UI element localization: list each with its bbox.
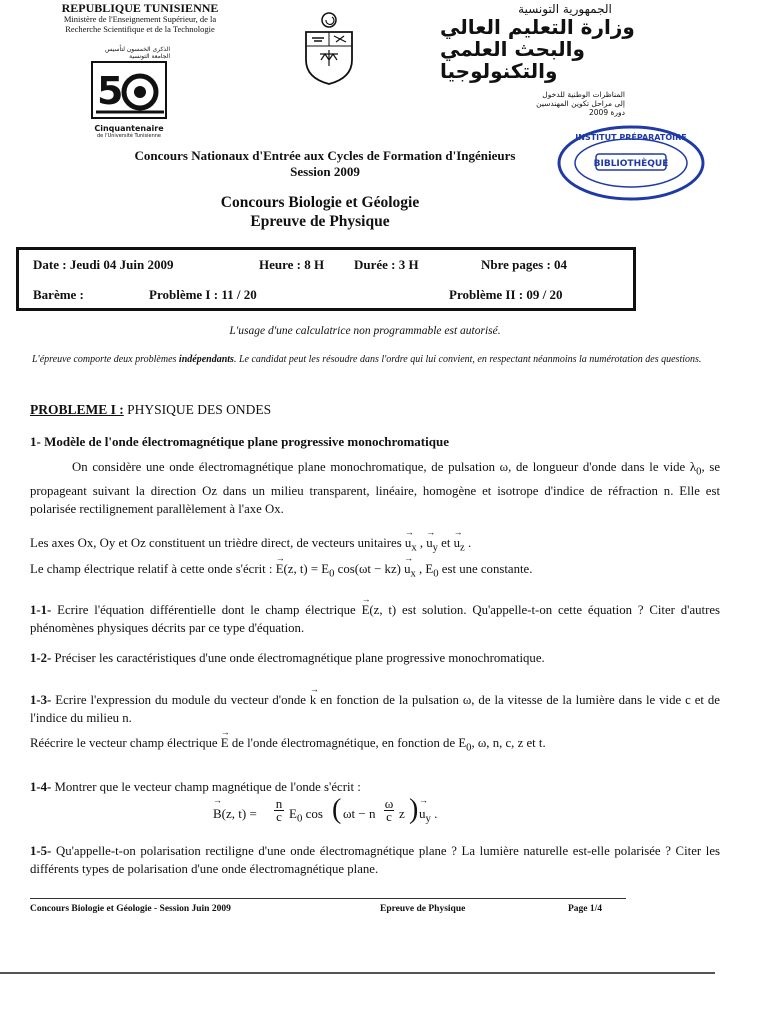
exam-pages: Nbre pages : 04 — [481, 257, 568, 272]
problem-1-title: PROBLEME I : PHYSIQUE DES ONDES — [30, 402, 272, 417]
section-1-heading: 1- Modèle de l'onde électromagnétique plane progressive monochromatique — [30, 434, 449, 449]
footer-center: Epreuve de Physique — [380, 904, 466, 914]
footer-divider — [30, 898, 626, 899]
paragraph-axes: Les axes Ox, Oy et Oz constituent un trièdre direct, de vecteurs unitaires → $u_x$ , → $u_y$ et → $u_z$ . — [30, 534, 720, 558]
exam-title — [150, 193, 490, 231]
bareme-problem-1: Problème I : 11 / 20 — [149, 287, 257, 302]
cinquantenaire-logo — [88, 46, 170, 139]
question-1-2: 1-2- Préciser les caractéristiques d'une onde électromagnétique plane progressive monochromatique. — [30, 651, 545, 665]
logo-cinquantenaire-text: Cinquantenaire — [94, 124, 164, 133]
logo-arabic-label: الذكرى الخمسون لتأسيس الجامعة التونسية — [105, 46, 170, 60]
arabic-header — [440, 2, 690, 117]
arabic-ministry-2: والبحث العلمي والتكنولوجيا — [440, 37, 585, 83]
republic-header — [40, 2, 240, 34]
intro-note: L'épreuve comporte deux problèmes indépendants. Le candidat peut les résoudre dans l'ordre qui lui convient, en respectant néanmoins la numérotation des questions. — [32, 354, 702, 365]
svg-text:5: 5 — [97, 69, 124, 113]
exam-duration: Durée : 3 H — [354, 257, 419, 272]
question-1-4: 1-4- Montrer que le vecteur champ magnétique de l'onde s'écrit : — [30, 780, 361, 794]
arabic-republic: الجمهورية التونسية — [518, 2, 612, 16]
footer-page: Page 1/4 — [568, 904, 603, 914]
ministry-line-1: Ministère de l'Enseignement Supérieur, de la — [63, 14, 217, 24]
session-line: Session 2009 — [290, 164, 360, 179]
magnetic-field-formula: → B(z, t) = n c $E_0$ cos ( ωt − n ω c z ) → $u_y$ . — [213, 798, 453, 832]
page-bottom-edge — [0, 972, 715, 974]
concours-title — [60, 148, 590, 180]
tunisia-emblem-icon — [300, 10, 358, 86]
paragraph-intro: On considère une onde électromagnétique plane monochromatique, de pulsation ω, de longueur d'onde dans le vide $\lambda_0$, se propageant suivant la direction Oz dans un milieu transparent, linéaire, homogène et isotrope d'indice de réfraction n. Elle est polarisée rectilignement parallèlement à l'axe Ox. — [30, 460, 721, 516]
calculator-note: L'usage d'une calculatrice non programmable est autorisé. — [229, 325, 501, 337]
fifty-logo-icon — [88, 60, 170, 120]
exam-info-box — [16, 247, 636, 311]
bareme-label: Barème : — [33, 287, 84, 302]
stamp-outer-text: INSTITUT PRÉPARATOIRE — [575, 133, 687, 142]
question-1-3: 1-3- Ecrire l'expression du module du vecteur d'onde → k en fonction de la pulsation ω, de la vitesse de la lumière dans le vide c et de l'indice du milieu n. — [30, 691, 720, 727]
arabic-concours-3: دورة 2009 — [589, 108, 625, 117]
arabic-concours-2: إلى مراحل تكوين المهندسين — [536, 99, 625, 108]
exam-date: Date : Jeudi 04 Juin 2009 — [33, 257, 174, 272]
republic-title: REPUBLIQUE TUNISIENNE — [61, 1, 219, 15]
footer-left: Concours Biologie et Géologie - Session Juin 2009 — [30, 904, 231, 914]
logo-subtitle: de l'Université Tunisienne — [96, 133, 162, 139]
question-1-1: 1-1- Ecrire l'équation différentielle dont le champ électrique → E(z, t) est solution. Qu'appelle-t-on cette équation ? Citer d'autres phénomènes physiques décrits par ce type d'équation. — [30, 601, 720, 637]
concours-bio-line: Concours Biologie et Géologie — [220, 194, 420, 211]
concours-national-line: Concours Nationaux d'Entrée aux Cycles de Formation d'Ingénieurs — [134, 148, 516, 163]
question-1-3-b: Réécrire le vecteur champ électrique → E de l'onde électromagnétique, en fonction de $E_0$, ω, n, c, z et t. — [30, 734, 720, 758]
arabic-ministry-1: وزارة التعليم العالي — [440, 15, 635, 39]
question-1-5: 1-5- Qu'appelle-t-on polarisation rectiligne d'une onde électromagnétique plane ? La lumière naturelle est-elle polarisée ? Citer les différents types de polarisation d'une onde électromagnétique plane. — [30, 844, 720, 876]
bareme-problem-2: Problème II : 09 / 20 — [449, 287, 563, 302]
paragraph-electric-field: Le champ électrique relatif à cette onde s'écrit : → E(z, $t) = E_0$ $\cos(\omega t - kz) \to u_x$ , $E_0$ est une constante. — [30, 559, 720, 585]
stamp-center-text: BIBLIOTHÈQUE — [593, 159, 669, 169]
ministry-line-2: Recherche Scientifique et de la Technologie — [65, 24, 215, 34]
arabic-concours-1: المناظرات الوطنية للدخول — [542, 90, 625, 99]
exam-time: Heure : 8 H — [259, 257, 325, 272]
epreuve-line: Epreuve de Physique — [250, 213, 390, 230]
